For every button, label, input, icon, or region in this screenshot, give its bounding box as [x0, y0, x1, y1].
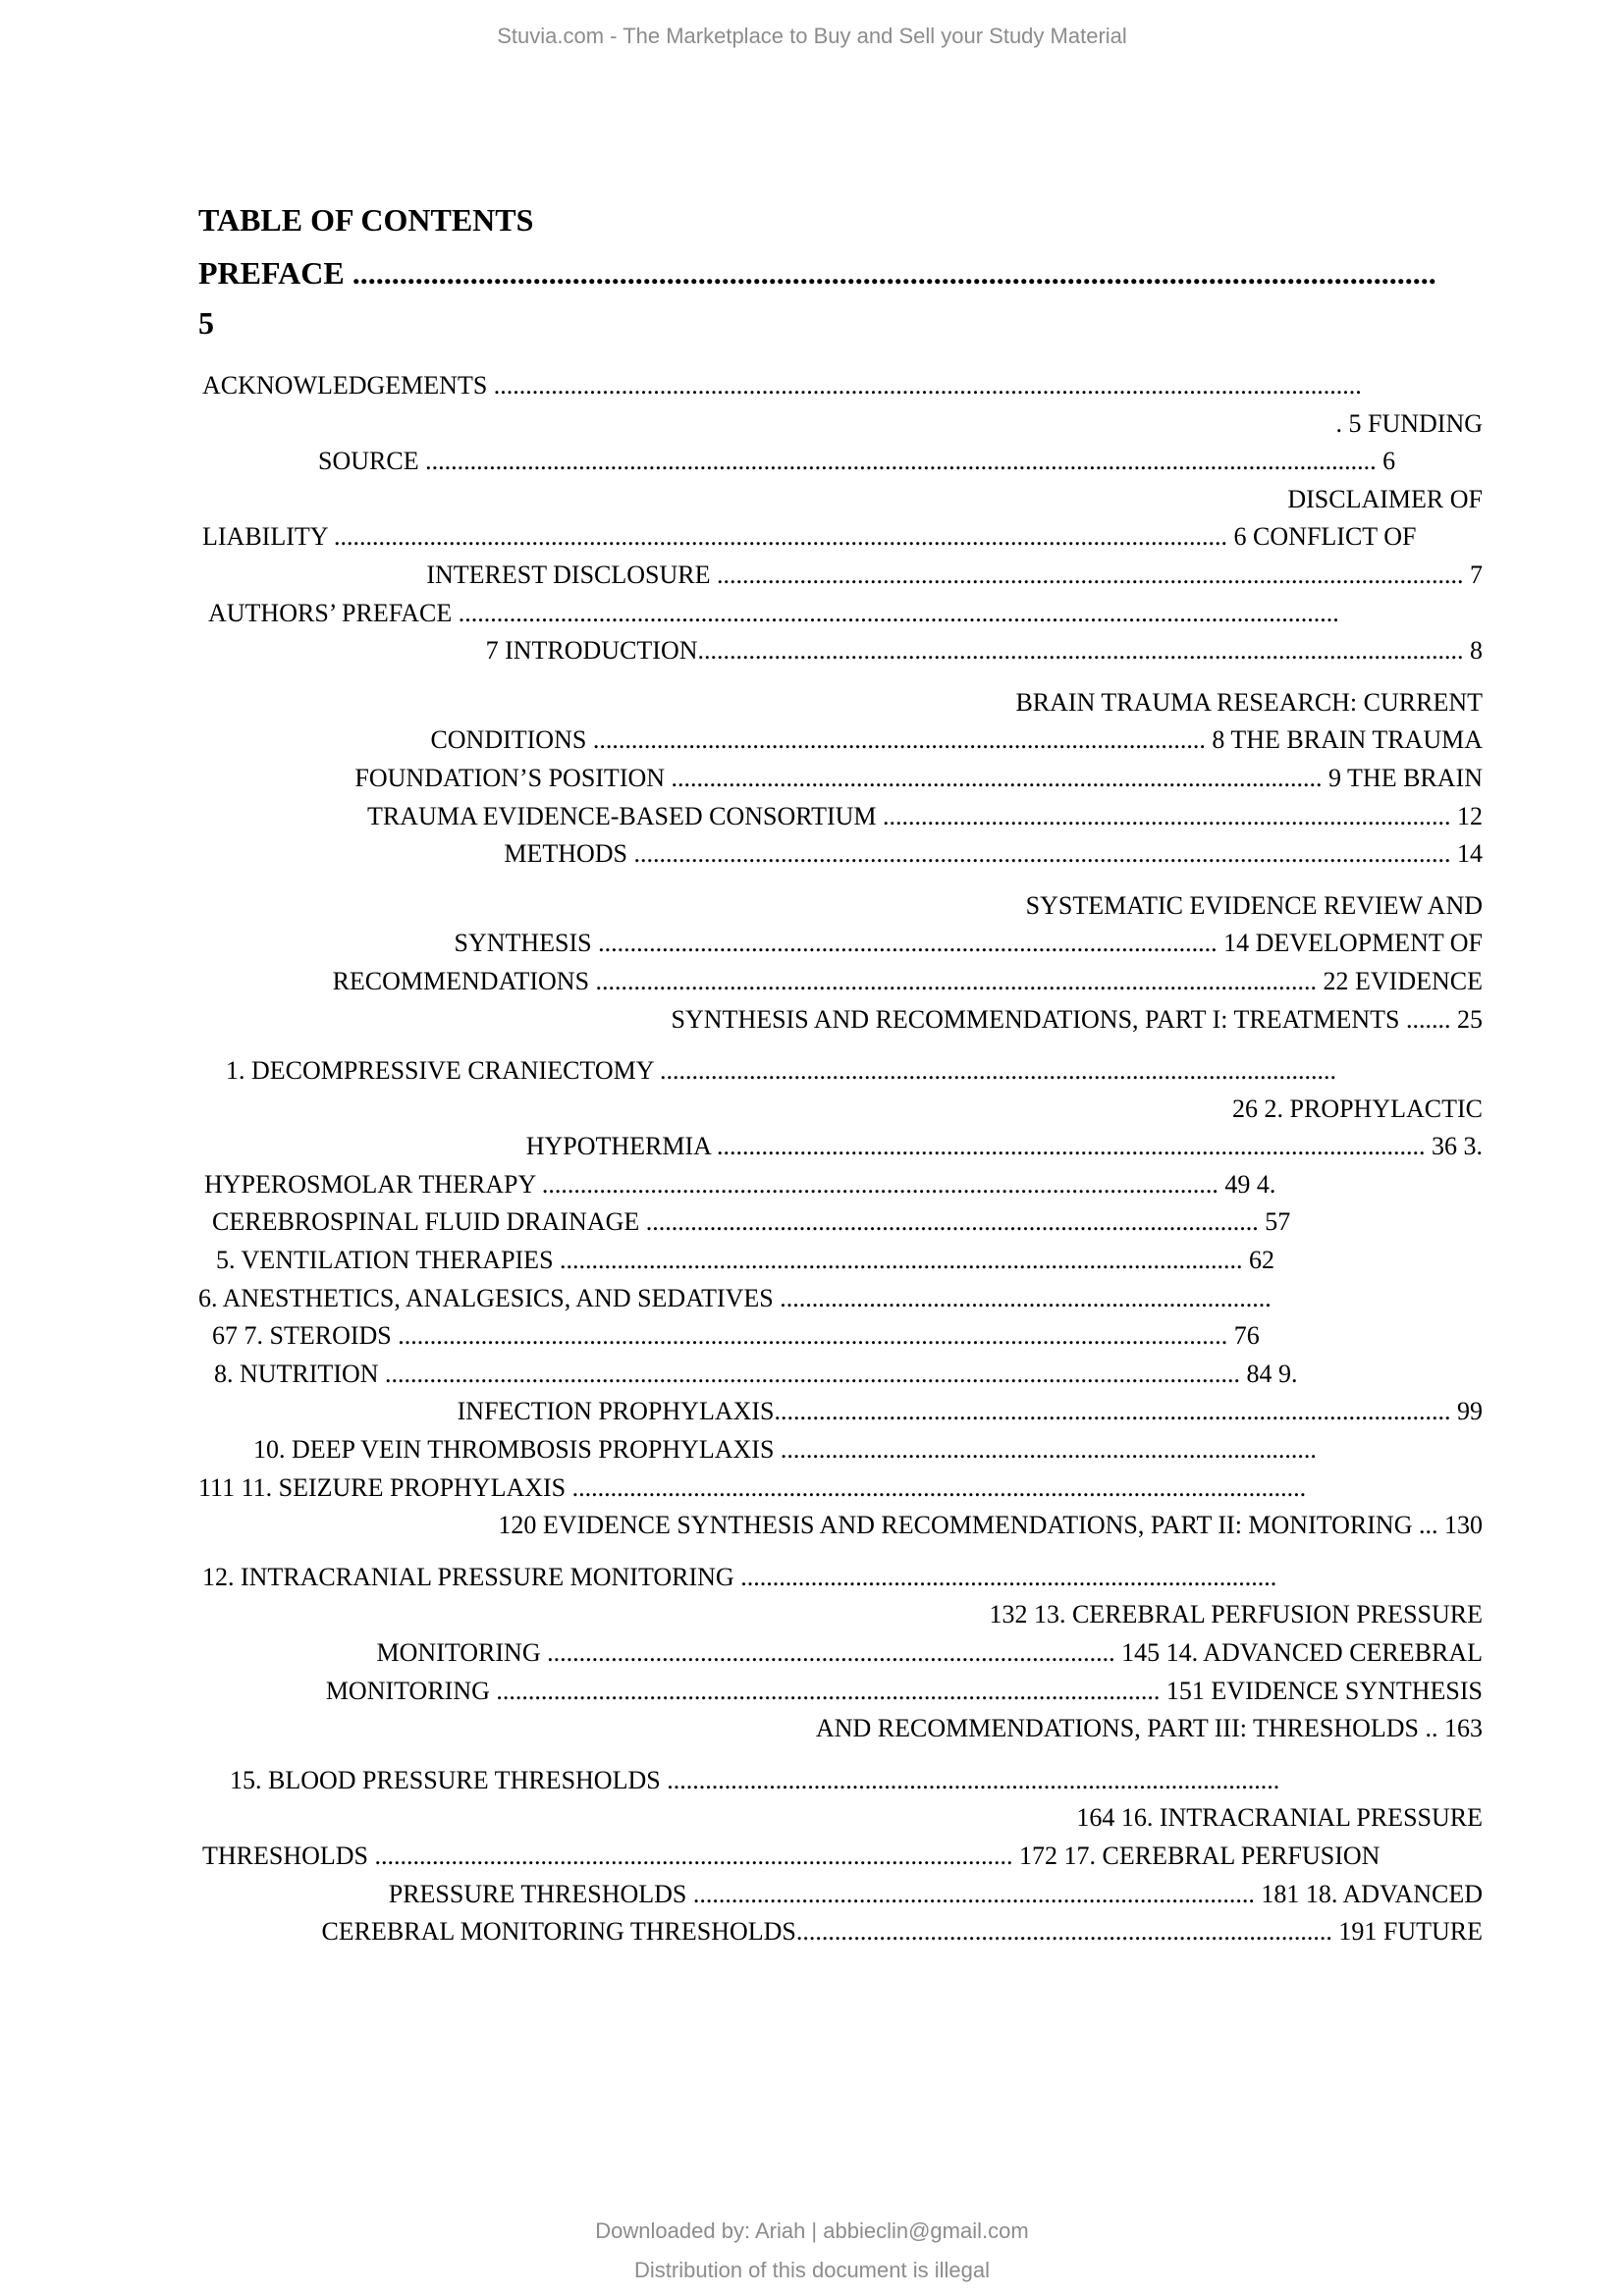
- toc-line: 8. NUTRITION ...................................................................................................................................... 84 9.: [214, 1359, 1298, 1388]
- toc-line: 120 EVIDENCE SYNTHESIS AND RECOMMENDATIONS, PART II: MONITORING ... 130: [498, 1511, 1483, 1540]
- toc-line: 6. ANESTHETICS, ANALGESICS, AND SEDATIVES .............................................................................: [198, 1283, 1272, 1312]
- downloaded-by-footer: Downloaded by: Ariah | abbieclin@gmail.com: [595, 2218, 1029, 2243]
- toc-line: MONITORING ......................................................................................... 145 14. ADVANCED CEREBRAL: [376, 1638, 1483, 1667]
- toc-line: 132 13. CEREBRAL PERFUSION PRESSURE: [989, 1600, 1483, 1629]
- toc-line: SYNTHESIS ................................................................................................. 14 DEVELOPMENT OF: [454, 929, 1483, 958]
- toc-line: INFECTION PROPHYLAXIS.......................................................................................................... 99: [457, 1397, 1483, 1426]
- toc-line: SYSTEMATIC EVIDENCE REVIEW AND: [1025, 890, 1483, 920]
- toc-line: INTEREST DISCLOSURE ..................................................................................................................... 7: [426, 560, 1483, 589]
- toc-line: CEREBRAL MONITORING THRESHOLDS.................................................................................... 191 FUTURE: [321, 1917, 1483, 1947]
- toc-line: MONITORING ........................................................................................................ 151 EVIDENCE SYNTHESIS: [325, 1676, 1483, 1705]
- toc-line: 67 7. STEROIDS .................................................................................................................................. 76: [212, 1321, 1260, 1351]
- toc-heading: TABLE OF CONTENTS: [198, 202, 534, 238]
- toc-entries: [198, 367, 1483, 1951]
- toc-line: SYNTHESIS AND RECOMMENDATIONS, PART I: TREATMENTS ....... 25: [671, 1004, 1483, 1034]
- document-body: [198, 192, 1483, 1951]
- toc-line: AND RECOMMENDATIONS, PART III: THRESHOLDS .. 163: [815, 1714, 1483, 1743]
- stuvia-banner: Stuvia.com - The Marketplace to Buy and Sell your Study Material: [497, 24, 1127, 48]
- toc-line: 164 16. INTRACRANIAL PRESSURE: [1076, 1803, 1483, 1833]
- toc-line: AUTHORS’ PREFACE ..........................................................................................................................................: [208, 598, 1339, 627]
- toc-line: METHODS ................................................................................................................................ 14: [504, 839, 1483, 869]
- toc-line: 10. DEEP VEIN THROMBOSIS PROPHYLAXIS ....................................................................................: [253, 1435, 1317, 1465]
- toc-line: CEREBROSPINAL FLUID DRAINAGE ................................................................................................ 57: [212, 1207, 1291, 1237]
- toc-line: CONDITIONS ................................................................................................ 8 THE BRAIN TRAUMA: [430, 725, 1483, 755]
- toc-preface-page: 5: [198, 305, 214, 341]
- toc-line: RECOMMENDATIONS ................................................................................................................. 22 EVIDENCE: [332, 966, 1483, 995]
- toc-line: THRESHOLDS .................................................................................................... 172 17. CEREBRAL PERFUSION: [202, 1841, 1380, 1870]
- toc-line: . 5 FUNDING: [1335, 408, 1483, 438]
- toc-line: HYPOTHERMIA ............................................................................................................... 36 3.: [525, 1132, 1483, 1161]
- toc-line: ACKNOWLEDGEMENTS ........................................................................................................................................: [202, 371, 1362, 400]
- toc-line: BRAIN TRAUMA RESEARCH: CURRENT: [1015, 687, 1483, 717]
- toc-line: HYPEROSMOLAR THERAPY .......................................................................................................... 49 4.: [204, 1169, 1276, 1199]
- toc-line: FOUNDATION’S POSITION ...................................................................................................... 9 THE BRAIN: [354, 763, 1483, 792]
- toc-line: TRAUMA EVIDENCE-BASED CONSORTIUM ......................................................................................... 12: [367, 801, 1483, 830]
- toc-line: 12. INTRACRANIAL PRESSURE MONITORING ....................................................................................: [202, 1562, 1277, 1591]
- distribution-notice: Distribution of this document is illegal: [634, 2258, 990, 2282]
- toc-line: PRESSURE THRESHOLDS ........................................................................................ 181 18. ADVANCED: [388, 1879, 1483, 1908]
- toc-line: 26 2. PROPHYLACTIC: [1232, 1094, 1483, 1123]
- toc-preface-entry: PREFACE ..........................................................................................................................................: [198, 255, 1436, 291]
- toc-line: DISCLAIMER OF: [1287, 484, 1483, 513]
- toc-line: LIABILITY ............................................................................................................................................ 6 CONFLICT OF: [202, 522, 1417, 552]
- toc-line: 7 INTRODUCTION........................................................................................................................ 8: [485, 636, 1483, 666]
- toc-line: SOURCE ..................................................................................................................................................... 6: [318, 447, 1396, 476]
- toc-line: 1. DECOMPRESSIVE CRANIECTOMY ..........................................................................................................: [226, 1056, 1337, 1086]
- toc-line: 111 11. SEIZURE PROPHYLAXIS ...................................................................................................................: [198, 1472, 1307, 1502]
- toc-line: 15. BLOOD PRESSURE THRESHOLDS ................................................................................................: [230, 1765, 1280, 1794]
- toc-line: 5. VENTILATION THERAPIES ........................................................................................................... 62: [216, 1246, 1275, 1275]
